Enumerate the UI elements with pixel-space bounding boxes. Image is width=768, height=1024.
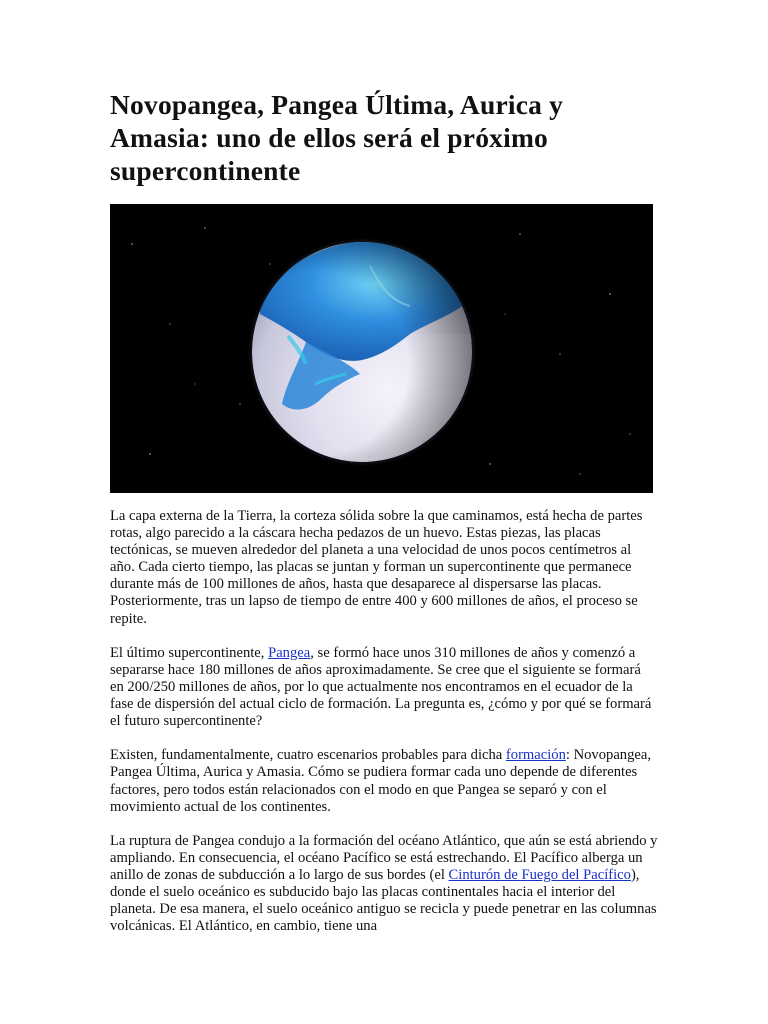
paragraph-2-text-start: El último supercontinente,: [110, 644, 269, 661]
paragraph-4-text-end: ), donde el suelo oceánico es subducido bajo las placas continentales hacia el interior del planeta. De esa manera, el suelo oceánico antiguo se recicla y puede penetrar en las columnas volcánicas. El Atlántico, en cambio, tiene una: [110, 866, 657, 935]
cinturon-de-fuego-link[interactable]: Cinturón de Fuego del Pacífico: [448, 866, 631, 883]
article-body: [110, 508, 658, 952]
paragraph-3: [110, 747, 658, 815]
paragraph-3-text-end: : Novopangea, Pangea Última, Aurica y Amasia. Cómo se pudiera formar cada uno depende de diferentes factores, pero todos están relacionados con el modo en que Pangea se separó y con el movimiento actual de los continentes.: [110, 747, 651, 815]
paragraph-3-text-start: Existen, fundamentalmente, cuatro escenarios probables para dicha: [110, 747, 506, 764]
paragraph-2: [110, 645, 658, 730]
earth-from-space-image: [110, 204, 653, 493]
paragraph-4-text-start: La ruptura de Pangea condujo a la formación del océano Atlántico, que aún se está abriendo y ampliando. En consecuencia, el océano Pacífico se está estrechando. El Pacífico alberga un anillo de zonas de subducción a lo largo de sus bordes (el: [110, 832, 658, 883]
paragraph-4: [110, 833, 658, 936]
paragraph-2-text-end: , se formó hace unos 310 millones de años y comenzó a separarse hace 180 millones de años aproximadamente. Se cree que el siguiente se formará en 200/250 millones de años, por lo que actualmente nos encontramos en el ecuador de la fase de dispersión del actual ciclo de formación. La pregunta es, ¿cómo y por qué se formará el futuro supercontinente?: [110, 644, 652, 730]
paragraph-1: [110, 508, 658, 628]
article-header: [110, 88, 658, 187]
pangea-link[interactable]: Pangea: [268, 644, 311, 661]
formacion-link[interactable]: formación: [505, 747, 566, 764]
earth-globe-illustration: [110, 204, 653, 493]
paragraph-1-text: La capa externa de la Tierra, la corteza sólida sobre la que caminamos, está hecha de partes rotas, algo parecido a la cáscara hecha pedazos de un huevo. Estas piezas, las placas tectónicas, se mueven alrededor del planeta a una velocidad de unos pocos centímetros al año. Cada cierto tiempo, las placas se juntan y forman un supercontinente que permanece durante más de 100 millones de años, hasta que desaparece al dispersarse las placas. Posteriormente, tras un lapso de tiempo de entre 400 y 600 millones de años, el proceso se repite.: [110, 508, 643, 627]
article-title: Novopangea, Pangea Última, Aurica y Amasia: uno de ellos será el próximo supercontinente: [110, 89, 564, 186]
